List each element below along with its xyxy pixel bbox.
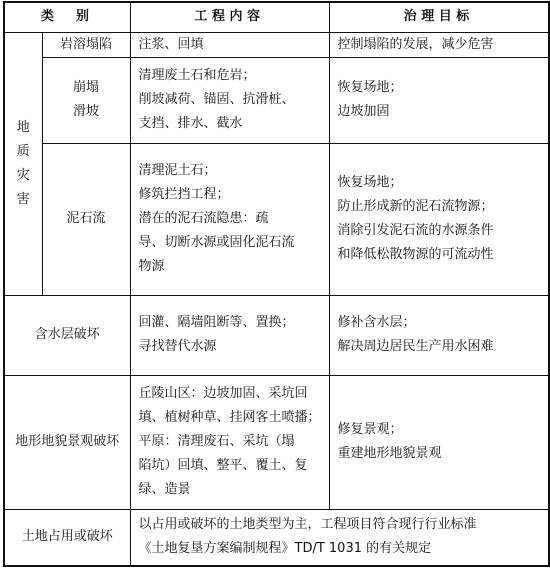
content-line: 陷坑）回填、整平、覆土、复 bbox=[138, 458, 308, 473]
category-aquifer: 含水层破坏 bbox=[4, 295, 130, 375]
goal-karst bbox=[329, 32, 549, 57]
row-landform bbox=[4, 375, 549, 509]
row-land-occupation bbox=[4, 509, 549, 566]
content-line: 注浆、回填 bbox=[138, 36, 204, 52]
goal-collapse-landslide bbox=[329, 57, 549, 143]
goal-line: 消除引发泥石流的水源条件 bbox=[337, 223, 494, 238]
header-goal: 治理目标 bbox=[329, 2, 549, 32]
content-aquifer bbox=[130, 295, 329, 375]
goal-line: 恢复场地； bbox=[337, 175, 403, 190]
merged-line: 《土地复垦方案编制规程》TD/T 1031 的有关规定 bbox=[138, 541, 432, 557]
header-content: 工程内容 bbox=[130, 2, 329, 32]
content-line: 支挡、排水、截水 bbox=[138, 116, 243, 131]
content-line: 潜在的泥石流隐患：疏 bbox=[138, 211, 269, 226]
content-line: 绿、造景 bbox=[138, 482, 191, 497]
goal-line: 解决周边居民生产用水困难 bbox=[337, 339, 494, 354]
goal-line: 和降低松散物源的可流动性 bbox=[337, 247, 494, 262]
goal-line: 修复景观； bbox=[337, 422, 403, 437]
content-line: 回灌、隔墙阻断等、置换； bbox=[138, 315, 295, 330]
content-line: 修筑拦挡工程； bbox=[138, 187, 230, 202]
content-line: 寻找替代水源 bbox=[138, 339, 217, 354]
goal-aquifer bbox=[329, 295, 549, 375]
content-debris-flow bbox=[130, 143, 329, 295]
subcategory-line: 崩塌 bbox=[72, 80, 99, 95]
subcategory-line: 泥石流 bbox=[66, 211, 106, 226]
content-karst bbox=[130, 32, 329, 57]
category-land-occupation: 土地占用或破坏 bbox=[4, 509, 130, 566]
merged-line: 以占用或破坏的土地类型为主，工程项目符合现行行业标准 bbox=[138, 517, 477, 533]
content-line: 削坡减荷、锚固、抗滑桩、 bbox=[138, 92, 295, 107]
goal-line: 重建地形地貌景观 bbox=[337, 446, 442, 461]
content-line: 清理废土石和危岩； bbox=[138, 68, 256, 83]
content-line: 清理泥土石； bbox=[138, 163, 217, 178]
category-geological-hazard: 地质灾害 bbox=[4, 32, 42, 295]
goal-line: 恢复场地； bbox=[337, 80, 403, 95]
content-line: 物源 bbox=[138, 259, 165, 274]
content-landform bbox=[130, 375, 329, 509]
header-category: 类 别 bbox=[4, 2, 130, 32]
row-karst-collapse bbox=[4, 32, 549, 57]
goal-line: 控制塌陷的发展，减少危害 bbox=[337, 36, 494, 52]
subcategory-line: 滑坡 bbox=[72, 104, 99, 119]
header-row bbox=[4, 2, 549, 32]
row-collapse-landslide bbox=[4, 57, 549, 143]
goal-line: 边坡加固 bbox=[337, 104, 390, 119]
content-line: 平原：清理废石、采坑（塌 bbox=[138, 434, 295, 449]
goal-debris-flow bbox=[329, 143, 549, 295]
row-aquifer bbox=[4, 295, 549, 375]
category-landform: 地形地貌景观破坏 bbox=[4, 375, 130, 509]
subcategory-debris-flow bbox=[42, 143, 130, 295]
governance-table bbox=[3, 1, 550, 567]
goal-landform bbox=[329, 375, 549, 509]
merged-land-text bbox=[130, 509, 549, 566]
subcategory-karst bbox=[42, 32, 130, 57]
content-collapse-landslide bbox=[130, 57, 329, 143]
goal-line: 修补含水层； bbox=[337, 315, 416, 330]
content-line: 导、切断水源或固化泥石流 bbox=[138, 235, 295, 250]
content-line: 丘陵山区：边坡加固、采坑回 bbox=[138, 386, 308, 401]
row-debris-flow bbox=[4, 143, 549, 295]
content-line: 填、植树种草、挂网客土喷播； bbox=[138, 410, 321, 425]
subcategory-line: 岩溶塌陷 bbox=[59, 36, 112, 52]
goal-line: 防止形成新的泥石流物源； bbox=[337, 199, 494, 214]
subcategory-collapse-landslide bbox=[42, 57, 130, 143]
